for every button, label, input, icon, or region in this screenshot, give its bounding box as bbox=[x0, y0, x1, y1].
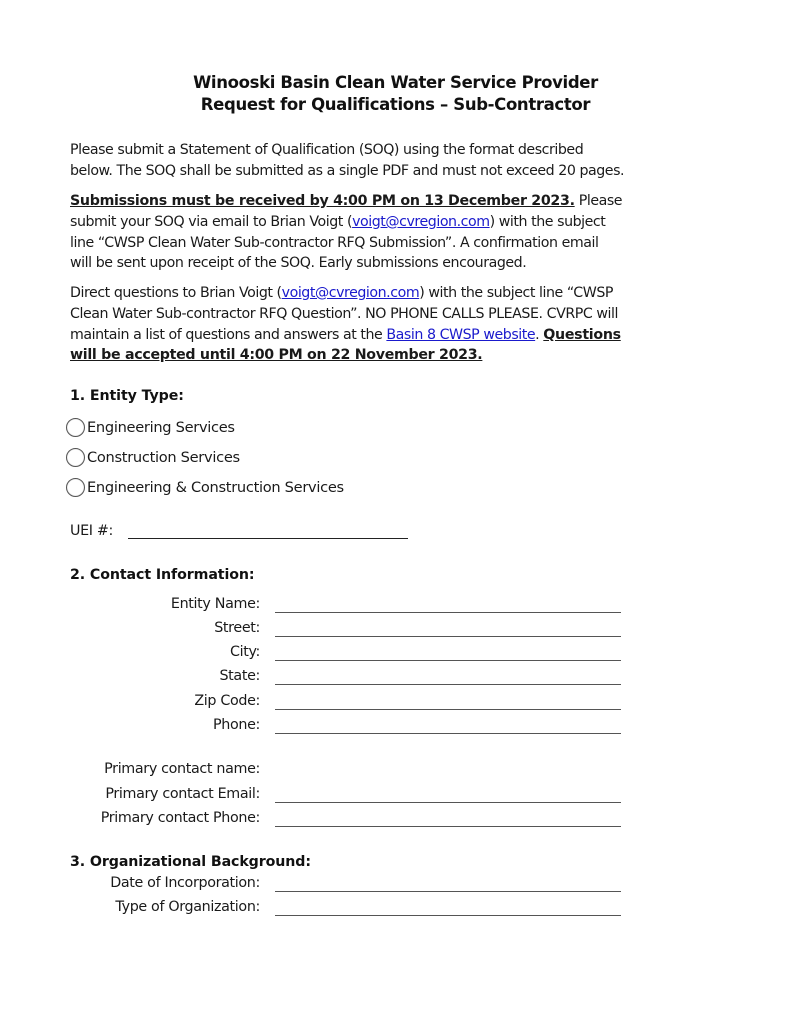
questions-deadline: Questions bbox=[543, 326, 621, 343]
email-link[interactable]: voigt@cvregion.com bbox=[281, 285, 420, 301]
section-contact-heading: 2. Contact Information: bbox=[70, 567, 255, 583]
questions-paragraph bbox=[70, 283, 750, 366]
submission-paragraph bbox=[70, 191, 750, 274]
questions-text: ) with the subject line “CWSP bbox=[419, 285, 613, 301]
radio-option-engineering[interactable] bbox=[66, 416, 235, 438]
state-label: State: bbox=[219, 668, 260, 684]
intro-paragraph bbox=[70, 140, 750, 182]
radio-button[interactable] bbox=[66, 448, 85, 467]
document-title-line1: Winooski Basin Clean Water Service Provider bbox=[193, 73, 598, 92]
primary-contact-email-input[interactable] bbox=[275, 802, 621, 803]
submission-text: ) with the subject bbox=[489, 213, 606, 230]
radio-button[interactable] bbox=[66, 418, 85, 437]
date-of-incorporation-label: Date of Incorporation: bbox=[110, 875, 260, 891]
phone-label: Phone: bbox=[212, 717, 260, 733]
section-org-background-heading: 3. Organizational Background: bbox=[70, 854, 311, 870]
questions-text: Clean Water Sub-contractor RFQ Question”. NO PHONE CALLS PLEASE. CVRPC will bbox=[70, 305, 618, 322]
date-of-incorporation-input[interactable] bbox=[275, 891, 621, 892]
intro-line-2: below. The SOQ shall be submitted as a single PDF and must not exceed 20 pages. bbox=[70, 162, 625, 179]
radio-option-engineering-construction[interactable] bbox=[66, 476, 344, 498]
zip-code-input[interactable] bbox=[275, 709, 621, 710]
submission-deadline: Submissions must be received by 4:00 PM on 13 December 2023. bbox=[70, 193, 575, 209]
primary-contact-email-label: Primary contact Email: bbox=[105, 786, 260, 802]
submission-text: submit your SOQ via email to Brian Voigt ( bbox=[70, 213, 353, 230]
entity-name-input[interactable] bbox=[275, 612, 621, 613]
uei-label: UEI #: bbox=[70, 523, 113, 539]
submission-text: line “CWSP Clean Water Sub-contractor RFQ Submission”. A confirmation email bbox=[70, 234, 599, 251]
primary-contact-phone-input[interactable] bbox=[275, 826, 621, 827]
radio-label: Engineering Services bbox=[87, 418, 235, 436]
radio-label: Construction Services bbox=[87, 448, 240, 466]
type-of-organization-label: Type of Organization: bbox=[115, 899, 260, 915]
street-label: Street: bbox=[214, 620, 260, 636]
type-of-organization-input[interactable] bbox=[275, 915, 621, 916]
document-title-line2: Request for Qualifications – Sub-Contractor bbox=[200, 95, 591, 114]
submission-text: will be sent upon receipt of the SOQ. Early submissions encouraged. bbox=[70, 255, 527, 272]
zip-code-label: Zip Code: bbox=[194, 693, 260, 709]
primary-contact-phone-label: Primary contact Phone: bbox=[100, 810, 260, 826]
primary-contact-name-label: Primary contact name: bbox=[104, 761, 260, 777]
email-link[interactable]: voigt@cvregion.com bbox=[352, 213, 490, 230]
questions-text: Direct questions to Brian Voigt ( bbox=[70, 285, 282, 301]
submission-text: Please bbox=[574, 193, 623, 209]
entity-name-label: Entity Name: bbox=[170, 596, 260, 612]
street-input[interactable] bbox=[275, 636, 621, 637]
state-input[interactable] bbox=[275, 684, 621, 685]
questions-text: maintain a list of questions and answers at the bbox=[70, 326, 387, 343]
city-label: City: bbox=[229, 644, 260, 660]
intro-line-1: Please submit a Statement of Qualification (SOQ) using the format described bbox=[70, 142, 584, 158]
radio-option-construction[interactable] bbox=[66, 446, 240, 468]
section-entity-type-heading: 1. Entity Type: bbox=[70, 388, 184, 404]
phone-input[interactable] bbox=[275, 733, 621, 734]
uei-input[interactable] bbox=[128, 538, 408, 539]
questions-deadline: will be accepted until 4:00 PM on 22 November 2023. bbox=[70, 347, 483, 364]
radio-button[interactable] bbox=[66, 478, 85, 497]
basin-website-link[interactable]: Basin 8 CWSP website bbox=[386, 326, 536, 343]
questions-text: . bbox=[535, 326, 544, 343]
radio-label: Engineering & Construction Services bbox=[87, 478, 344, 496]
city-input[interactable] bbox=[275, 660, 621, 661]
